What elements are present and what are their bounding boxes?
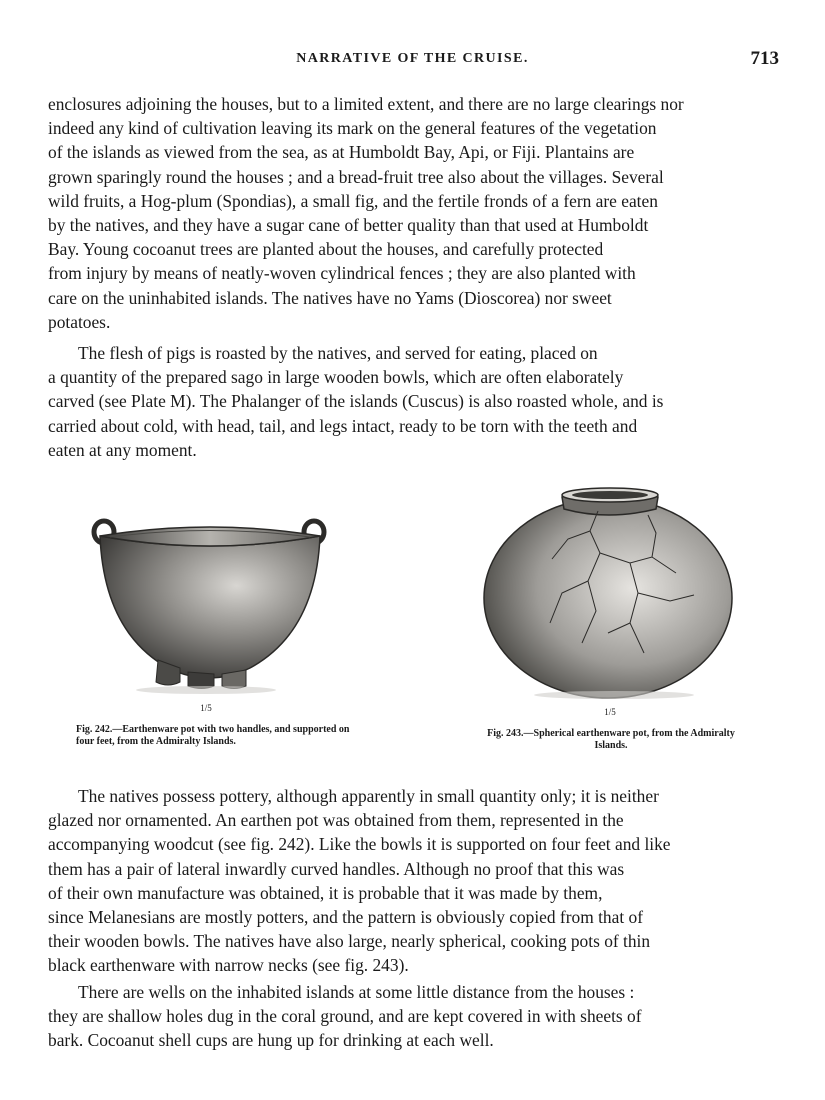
figure-242-scale: 1/5	[200, 703, 212, 713]
paragraph-line: since Melanesians are mostly potters, and the pattern is obviously copied from that of	[48, 907, 644, 928]
paragraph-line: carried about cold, with head, tail, and legs intact, ready to be torn with the teeth and	[48, 415, 638, 436]
paragraph-line: bark. Cocoanut shell cups are hung up for drinking at each well.	[48, 1030, 494, 1051]
paragraph-line: their wooden bowls. The natives have also large, nearly spherical, cooking pots of thin	[48, 931, 651, 952]
paragraph-line: of their own manufacture was obtained, it is probable that it was made by them,	[48, 882, 603, 903]
figure-242-caption: Fig. 242.—Earthenware pot with two handles, and supported on four feet, from the Admiralty Islands.	[76, 724, 350, 747]
paragraph-line: black earthenware with narrow necks (see fig. 243).	[48, 955, 409, 976]
figure-242-illustration	[88, 512, 333, 697]
paragraph-line: from injury by means of neatly-woven cylindrical fences ; they are also planted with	[48, 263, 636, 284]
running-header	[0, 48, 825, 72]
paragraph-line: accompanying woodcut (see fig. 242). Like the bowls it is supported on four feet and like	[48, 834, 671, 855]
figure-243-illustration	[480, 483, 740, 701]
paragraph-line: eaten at any moment.	[48, 439, 197, 460]
paragraph-line: grown sparingly round the houses ; and a bread-fruit tree also about the villages. Several	[48, 166, 664, 187]
paragraph-line: potatoes.	[48, 311, 111, 332]
paragraph-1	[48, 92, 776, 334]
paragraph-4	[48, 980, 776, 1053]
paragraph-line: them has a pair of lateral inwardly curved handles. Although no proof that this was	[48, 858, 625, 879]
page-number: 713	[750, 48, 779, 69]
paragraph-line: Bay. Young cocoanut trees are planted about the houses, and carefully protected	[48, 239, 604, 260]
paragraph-line: glazed nor ornamented. An earthen pot was obtained from them, represented in the	[48, 810, 624, 831]
paragraph-line: they are shallow holes dug in the coral ground, and are kept covered in with sheets of	[48, 1006, 642, 1027]
paragraph-line: There are wells on the inhabited islands at some little distance from the houses :	[78, 982, 635, 1002]
paragraph-3	[48, 784, 776, 978]
paragraph-line: of the islands as viewed from the sea, as at Humboldt Bay, Api, or Fiji. Plantains are	[48, 142, 635, 163]
paragraph-line: enclosures adjoining the houses, but to a limited extent, and there are no large clearings nor	[48, 94, 684, 114]
figure-243-scale: 1/5	[604, 707, 616, 717]
paragraph-line: by the natives, and they have a sugar cane of better quality than that used at Humboldt	[48, 215, 649, 236]
paragraph-line: care on the uninhabited islands. The natives have no Yams (Dioscorea) nor sweet	[48, 287, 612, 308]
paragraph-2	[48, 341, 776, 462]
paragraph-line: The natives possess pottery, although apparently in small quantity only; it is neither	[78, 786, 659, 806]
paragraph-line: The flesh of pigs is roasted by the natives, and served for eating, placed on	[78, 343, 598, 363]
paragraph-line: wild fruits, a Hog-plum (Spondias), a small fig, and the fertile fronds of a fern are eaten	[48, 190, 658, 211]
paragraph-line: carved (see Plate M). The Phalanger of the islands (Cuscus) is also roasted whole, and is	[48, 391, 664, 412]
paragraph-line: indeed any kind of cultivation leaving its mark on the general features of the vegetation	[48, 118, 657, 139]
paragraph-line: a quantity of the prepared sago in large wooden bowls, which are often elaborately	[48, 367, 624, 388]
figure-243-caption: Fig. 243.—Spherical earthenware pot, from the Admiralty Islands.	[487, 728, 735, 751]
running-title: NARRATIVE OF THE CRUISE.	[296, 51, 529, 66]
